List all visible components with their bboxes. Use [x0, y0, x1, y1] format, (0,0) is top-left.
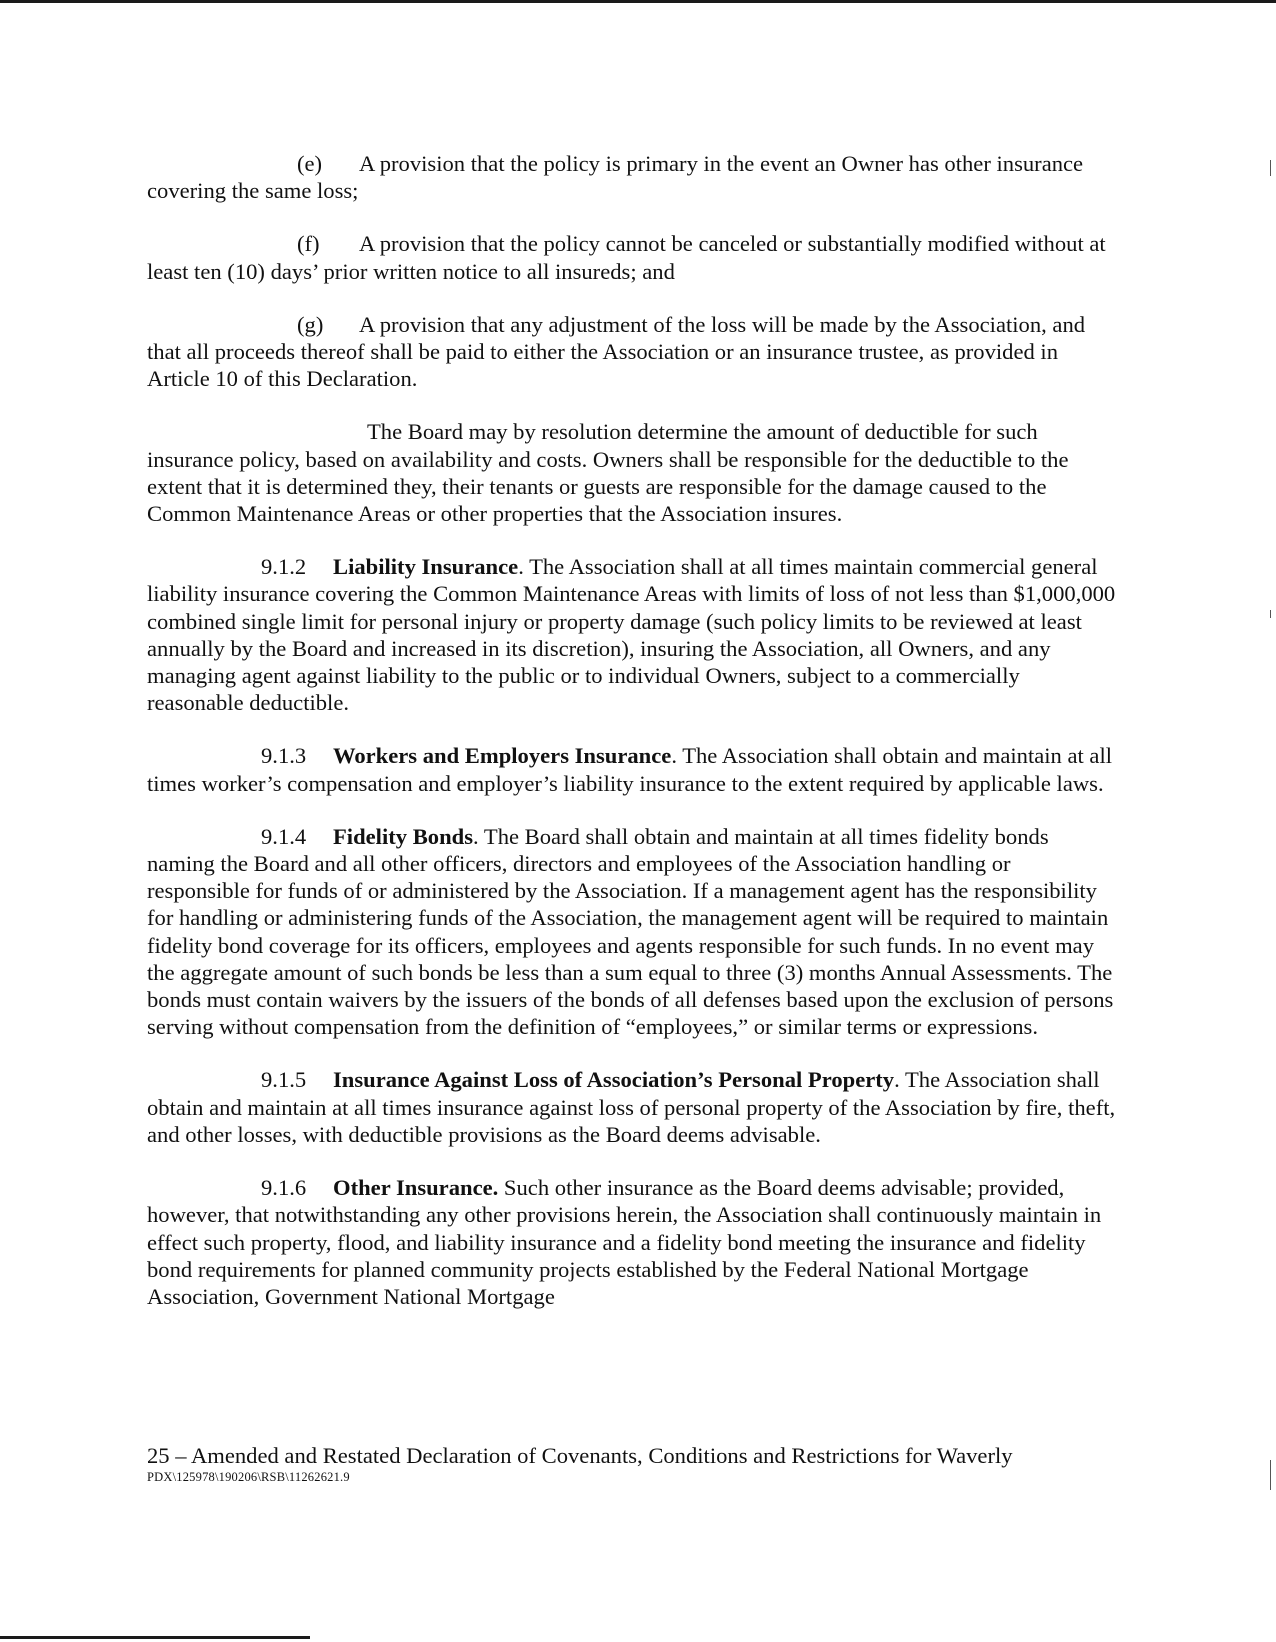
- provision-marker: (f): [297, 231, 320, 257]
- scan-edge-mark: [1270, 160, 1271, 176]
- section-heading: Liability Insurance: [333, 554, 519, 580]
- document-body: [147, 150, 1117, 1310]
- footer-title: 25 – Amended and Restated Declaration of Covenants, Conditions and Restrictions for Waverly: [147, 1443, 1013, 1468]
- section-9-1-6: [147, 1174, 1117, 1310]
- section-9-1-3: [147, 742, 1117, 796]
- page-footer: [147, 1443, 1127, 1485]
- provision-paragraph-g: [147, 311, 1117, 393]
- section-number: 9.1.2: [261, 554, 307, 580]
- section-text: Such other insurance as the Board deems advisable; provided, however, that notwithstanding any other provisions herein, the Association shall continuously maintain in effect such property, flood, and liability insurance and a fidelity bond meeting the insurance and fidelity bond requirements for planned community projects established by the Federal National Mortgage Association, Government National Mortgage: [147, 1175, 1102, 1309]
- provision-text: A provision that any adjustment of the loss will be made by the Association, and that all proceeds thereof shall be paid to either the Association or an insurance trustee, as provided in Article 10 of this Declaration.: [147, 311, 1086, 392]
- section-heading: Workers and Employers Insurance: [333, 743, 672, 769]
- section-number: 9.1.4: [261, 823, 307, 849]
- section-number: 9.1.6: [261, 1175, 307, 1201]
- provision-marker: (e): [297, 151, 323, 176]
- scan-edge-mark: [1270, 610, 1271, 618]
- provision-marker: (g): [297, 311, 324, 337]
- section-9-1-4: [147, 823, 1117, 1041]
- section-number: 9.1.3: [261, 743, 307, 769]
- scan-top-border: [0, 0, 1276, 3]
- section-heading: Insurance Against Loss of Association’s Personal Property: [333, 1067, 895, 1093]
- section-text: . The Association shall obtain and maintain at all times worker’s compensation and employer’s liability insurance to the extent required by applicable laws.: [147, 743, 1113, 796]
- section-text: . The Association shall at all times maintain commercial general liability insurance covering the Common Maintenance Areas with limits of loss of not less than $1,000,000 combined single limit for personal injury or property damage (such policy limits to be reviewed at least annually by the Board and increased in its discretion), insuring the Association, all Owners, and any managing agent against liability to the public or to individual Owners, subject to a commercially reasonable deductible.: [147, 554, 1116, 716]
- section-text: . The Association shall obtain and maintain at all times insurance against loss of personal property of the Association by fire, theft, and other losses, with deductible provisions as the Board deems advisable.: [147, 1067, 1116, 1147]
- scan-bottom-mark: [0, 1636, 310, 1639]
- provision-paragraph-f: [147, 230, 1117, 284]
- section-text: . The Board shall obtain and maintain at all times fidelity bonds naming the Board and all other officers, directors and employees of the Association handling or responsible for funds of or administered by the Association. If a management agent has the responsibility for handling or administering funds of the Association, the management agent will be required to maintain fidelity bond coverage for its officers, employees and agents responsible for such funds. In no event may the aggregate amount of such bonds be less than a sum equal to three (3) months Annual Assessments. The bonds must contain waivers by the issuers of the bonds of all defenses based upon the exclusion of persons serving without compensation from the definition of “employees,” or similar terms or expressions.: [147, 823, 1114, 1040]
- section-heading: Fidelity Bonds: [333, 823, 473, 849]
- deductible-paragraph: [147, 418, 1117, 527]
- section-9-1-5: [147, 1066, 1117, 1148]
- section-number: 9.1.5: [261, 1067, 307, 1093]
- section-heading: Other Insurance.: [333, 1175, 499, 1201]
- paragraph-text: The Board may by resolution determine the amount of deductible for such insurance policy, based on availability and costs. Owners shall be responsible for the deductible to the extent that it is determined they, their tenants or guests are responsible for the damage caused to the Common Maintenance Areas or other properties that the Association insures.: [147, 419, 1069, 527]
- provision-text: A provision that the policy is primary in the event an Owner has other insurance covering the same loss;: [147, 151, 1084, 204]
- footer-document-code: PDX\125978\190206\RSB\11262621.9: [147, 1470, 350, 1484]
- provision-paragraph-e: [147, 150, 1117, 204]
- provision-text: A provision that the policy cannot be canceled or substantially modified without at least ten (10) days’ prior written notice to all insureds; and: [147, 231, 1106, 284]
- section-9-1-2: [147, 553, 1117, 716]
- scan-edge-mark: [1270, 1460, 1271, 1490]
